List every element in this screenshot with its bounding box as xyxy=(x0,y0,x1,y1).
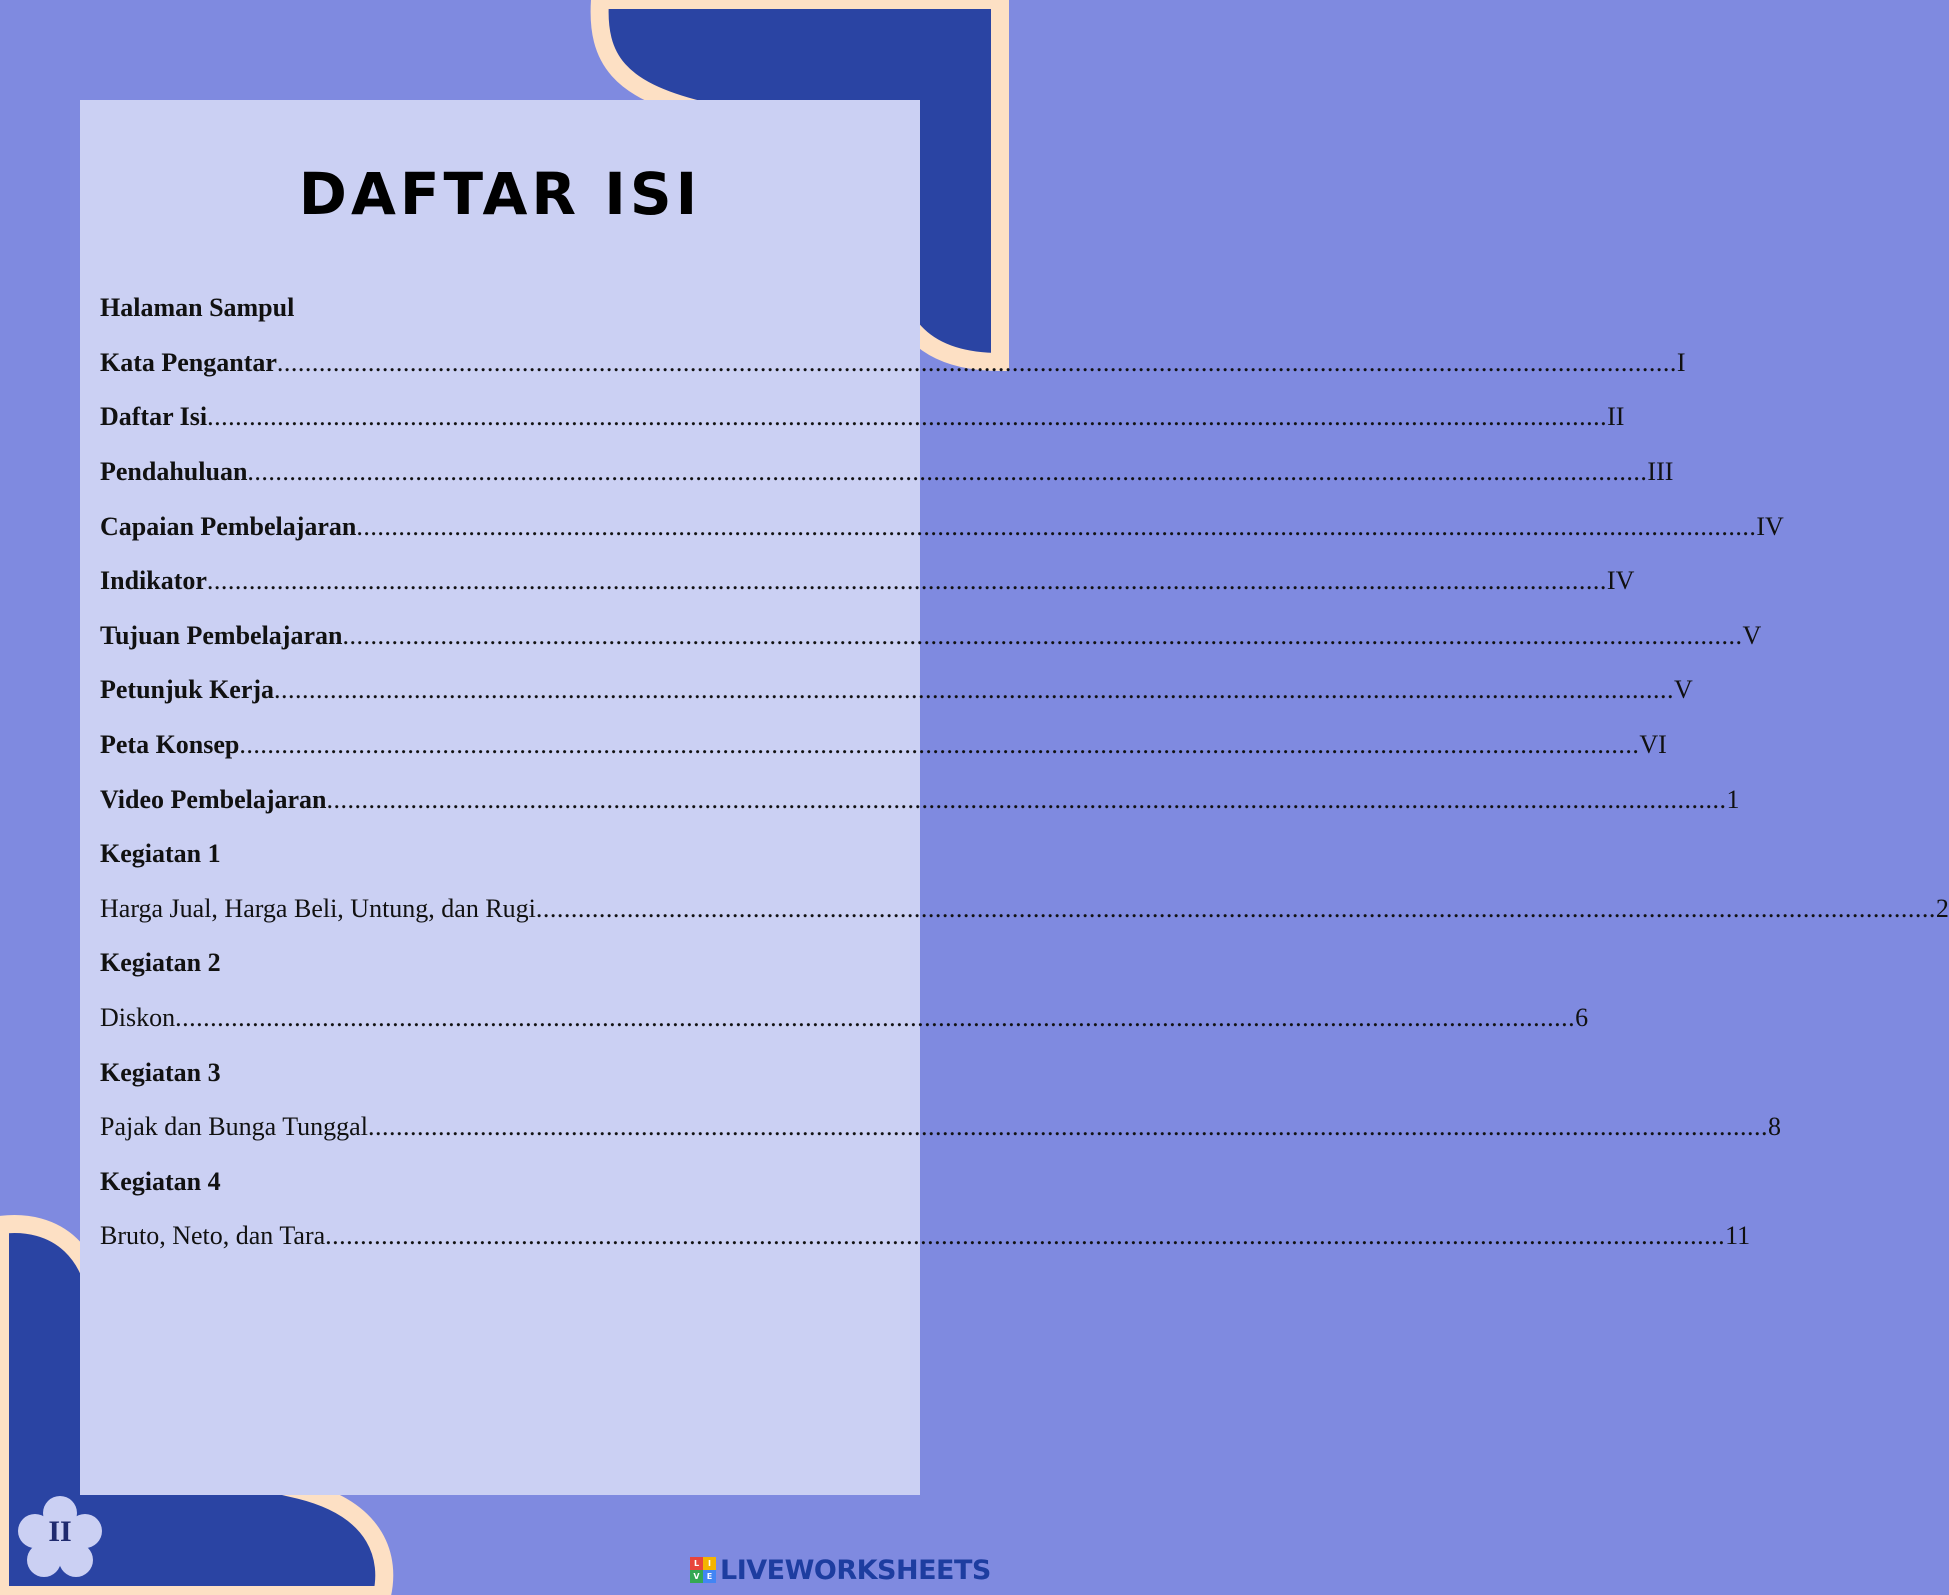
toc-page-number: III xyxy=(1647,457,1674,487)
toc-entry xyxy=(100,499,1784,554)
toc-entry-label: Diskon xyxy=(100,1003,176,1033)
toc-entry-label: Kegiatan 1 xyxy=(100,839,221,869)
toc-dot-leader: ........................................................................................................................................................................................................ xyxy=(342,620,1743,650)
toc-entry-label: Tujuan Pembelajaran xyxy=(100,620,343,650)
toc-entry xyxy=(100,991,1589,1046)
logo-letter: V xyxy=(690,1570,703,1583)
toc-entry-label: Daftar Isi xyxy=(100,402,208,432)
toc-page-number: V xyxy=(1674,675,1693,705)
liveworksheets-logo-icon xyxy=(690,1557,716,1583)
toc-entry-label: Pajak dan Bunga Tunggal xyxy=(100,1112,368,1142)
toc-entry-label: Peta Konsep xyxy=(100,730,240,760)
toc-entry xyxy=(100,772,1740,827)
page-title: DAFTAR ISI xyxy=(298,160,702,228)
toc-dot-leader: ........................................................................................................................................................................................................ xyxy=(274,675,1675,705)
logo-letter: E xyxy=(703,1570,716,1583)
toc-dot-leader: ........................................................................................................................................................................................................ xyxy=(356,511,1757,541)
toc-entry xyxy=(100,390,1625,445)
toc-entry-label: Kegiatan 3 xyxy=(100,1057,221,1087)
toc-dot-leader: ........................................................................................................................................................................................................ xyxy=(325,1221,1726,1251)
toc-entry-label: Kegiatan 2 xyxy=(100,948,221,978)
toc-dot-leader: ........................................................................................................................................................................................................ xyxy=(367,1112,1768,1142)
logo-letter: L xyxy=(690,1557,703,1570)
toc-entry xyxy=(100,554,1635,609)
logo-letter: I xyxy=(703,1557,716,1570)
toc-entry xyxy=(100,1045,900,1100)
toc-entry-label: Bruto, Neto, dan Tara xyxy=(100,1221,326,1251)
toc-entry-label: Halaman Sampul xyxy=(100,293,295,323)
toc-page-number: IV xyxy=(1606,566,1635,596)
brand-name: LIVEWORKSHEETS xyxy=(720,1554,991,1586)
toc-entry xyxy=(100,1155,900,1210)
toc-entry xyxy=(100,663,1693,718)
toc-dot-leader: ........................................................................................................................................................................................................ xyxy=(535,893,1936,923)
toc-entry-label: Harga Jual, Harga Beli, Untung, dan Rugi xyxy=(100,893,536,923)
toc-dot-leader: ........................................................................................................................................................................................................ xyxy=(175,1003,1576,1033)
toc-entry-label: Video Pembelajaran xyxy=(100,784,327,814)
toc-dot-leader: ........................................................................................................................................................................................................ xyxy=(207,402,1608,432)
toc-entry xyxy=(100,1100,1781,1155)
toc-dot-leader: ........................................................................................................................................................................................................ xyxy=(276,347,1677,377)
toc-page-number: 11 xyxy=(1725,1221,1751,1251)
toc-page-number: 1 xyxy=(1726,784,1740,814)
toc-dot-leader: ........................................................................................................................................................................................................ xyxy=(239,730,1640,760)
toc-entry xyxy=(100,281,900,336)
toc-page-number: I xyxy=(1676,347,1686,377)
table-of-contents xyxy=(100,281,1949,1264)
toc-entry xyxy=(100,827,900,882)
toc-dot-leader: ........................................................................................................................................................................................................ xyxy=(206,566,1607,596)
liveworksheets-brand[interactable] xyxy=(690,1552,991,1588)
toc-entry-label: Petunjuk Kerja xyxy=(100,675,275,705)
toc-entry xyxy=(100,1209,1751,1264)
toc-entry-label: Kegiatan 4 xyxy=(100,1166,221,1196)
toc-page-number: IV xyxy=(1756,511,1784,541)
toc-page-number: 8 xyxy=(1767,1112,1781,1142)
toc-entry xyxy=(100,936,900,991)
toc-entry xyxy=(100,882,1949,937)
toc-entry-label: Indikator xyxy=(100,566,207,596)
toc-page-number: II xyxy=(1607,402,1625,432)
toc-entry-label: Pendahuluan xyxy=(100,457,248,487)
toc-page-number: 6 xyxy=(1575,1003,1589,1033)
toc-entry xyxy=(100,609,1762,664)
toc-entry-label: Kata Pengantar xyxy=(100,347,277,377)
toc-page-number: 2 xyxy=(1935,893,1949,923)
toc-entry xyxy=(100,336,1686,391)
toc-dot-leader: ........................................................................................................................................................................................................ xyxy=(326,784,1727,814)
toc-page-number: V xyxy=(1742,620,1762,650)
toc-entry xyxy=(100,718,1667,773)
toc-page-number: VI xyxy=(1639,730,1667,760)
toc-dot-leader: ........................................................................................................................................................................................................ xyxy=(247,457,1648,487)
toc-entry xyxy=(100,445,1674,500)
page-number: II xyxy=(48,1515,72,1548)
toc-entry-label: Capaian Pembelajaran xyxy=(100,511,357,541)
